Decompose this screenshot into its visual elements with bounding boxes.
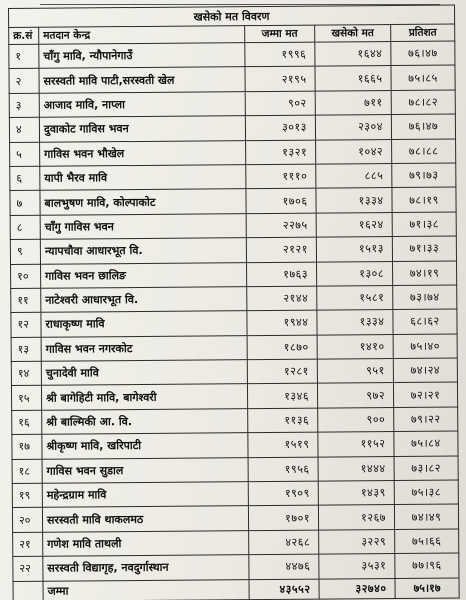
table-row [13, 553, 459, 581]
cell-votes-cast: ७११ [315, 90, 391, 115]
cell-votes-cast: ९७२ [317, 383, 393, 408]
cell-total-votes: २१९५ [245, 66, 315, 91]
cell-sn: १८ [12, 459, 42, 484]
cell-total-votes: १११० [246, 164, 316, 189]
cell-total-votes: ११३६ [248, 408, 318, 433]
cell-sn: १ [9, 44, 39, 69]
cell-percentage: ७४।४९ [394, 504, 458, 529]
cell-total-votes: १९४४ [247, 310, 317, 335]
cell-polling-center: चाँगु मावि, न्यौपानेगाउँ [39, 43, 245, 69]
cell-percentage: ७६।४७ [391, 114, 455, 139]
cell-polling-center: सरस्वती विद्यागृह, नवदुर्गास्थान [43, 555, 249, 581]
table-row [10, 236, 456, 264]
cell-polling-center: सरस्वती मावि पाटी,सरस्वती खेल [39, 67, 245, 93]
cell-percentage: ६८।६२ [393, 309, 457, 334]
cell-percentage: ७४।२४ [393, 358, 457, 383]
cell-sn: ८ [10, 215, 40, 240]
cell-sn: ५ [10, 142, 40, 167]
cell-votes-cast: १४३९ [318, 481, 394, 506]
cell-percentage: ७८।८२ [391, 90, 455, 115]
cell-percentage: ७४।१९ [392, 261, 456, 286]
table-row [11, 309, 457, 337]
column-header-total-votes: जम्मा मत [245, 25, 315, 43]
cell-percentage: ७२।२१ [393, 382, 457, 407]
cell-total-votes: १७०१ [248, 505, 318, 530]
cell-votes-cast: २३०४ [315, 115, 391, 140]
cell-percentage: ७९।२२ [394, 407, 458, 432]
cell-votes-cast: १४४४ [318, 456, 394, 481]
column-header-percentage: प्रतिशत [391, 24, 455, 42]
cell-polling-center: श्रीकृष्ण मावि, खरिपाटी [42, 433, 248, 459]
cell-total-votes: २१४४ [247, 286, 317, 311]
cell-sn: ७ [10, 191, 40, 216]
table-row [12, 431, 458, 459]
cell-percentage: ७१।३८ [392, 212, 456, 237]
cell-total-votes: ४२६८ [249, 530, 319, 555]
cell-polling-center: नाटेश्वरी आधारभूत वि. [41, 287, 247, 313]
cell-total-votes: १९९६ [245, 42, 315, 67]
cell-total-votes: १२८१ [247, 359, 317, 384]
cell-percentage: ७९।७३ [392, 163, 456, 188]
cell-votes-cast: १६४४ [315, 41, 391, 66]
table-row [10, 187, 456, 215]
total-sn-cell [13, 581, 43, 600]
cell-sn: १९ [12, 483, 42, 508]
cell-sn: २१ [13, 532, 43, 557]
table-row [10, 163, 456, 191]
cell-sn: १७ [12, 434, 42, 459]
cell-percentage: ७३।८२ [394, 456, 458, 481]
cell-percentage: ७६।४७ [391, 41, 455, 66]
cell-total-votes: १३४६ [247, 384, 317, 409]
total-label: जम्मा [43, 579, 249, 600]
table-row [9, 65, 455, 93]
cell-total-votes: १३२१ [246, 140, 316, 165]
column-header-polling-center: मतदान केन्द्र [39, 26, 245, 45]
table-row [12, 504, 458, 532]
cell-polling-center: गणेश मावि ताथली [43, 530, 249, 556]
cell-total-votes: १९५६ [248, 457, 318, 482]
cell-votes-cast: १६२४ [316, 212, 392, 237]
cell-total-votes: ३०१३ [245, 115, 315, 140]
cell-votes-cast: १४१० [317, 334, 393, 359]
table-row [9, 90, 455, 118]
cell-polling-center: गाविस भवन छालिङ [41, 262, 247, 288]
cell-polling-center: श्री बागेहिटी मावि, बागेश्वरी [41, 384, 247, 410]
cell-percentage: ७८।८८ [392, 139, 456, 164]
cell-sn: ११ [11, 288, 41, 313]
cell-polling-center: यापी भैरव मावि [40, 165, 246, 191]
table-title: खसेको मत विवरण [9, 5, 455, 28]
cell-percentage: ७७।९६ [395, 553, 459, 578]
cell-polling-center: न्यापचौवा आधारभूत वि. [40, 238, 246, 264]
table-row [12, 456, 458, 484]
table-row [10, 139, 456, 167]
overall-percentage: ७५।१७ [395, 578, 459, 599]
table-row [11, 261, 457, 289]
table-row [10, 212, 456, 240]
cell-votes-cast: १३३४ [316, 188, 392, 213]
cell-sn: ६ [10, 166, 40, 191]
total-row [13, 578, 459, 600]
cell-polling-center: महेन्द्रग्राम मावि [42, 482, 248, 508]
column-header-votes-cast: खसेको मत [315, 24, 391, 42]
cell-votes-cast: १६६५ [315, 66, 391, 91]
cell-total-votes: ४४७६ [249, 554, 319, 579]
cell-polling-center: गाविस भवन सुडाल [42, 457, 248, 483]
cell-percentage: ७५।६६ [395, 529, 459, 554]
cell-sn: १० [11, 264, 41, 289]
cell-votes-cast: १३३४ [317, 310, 393, 335]
cell-votes-cast: १५१३ [316, 237, 392, 262]
cell-sn: २० [12, 508, 42, 533]
cell-sn: १६ [12, 410, 42, 435]
cell-sn: १४ [11, 361, 41, 386]
cell-percentage: ७५।४० [393, 334, 457, 359]
table-row [11, 334, 457, 362]
cell-percentage: ७३।७४ [393, 285, 457, 310]
cell-polling-center: राधाकृष्ण मावि [41, 311, 247, 337]
cell-votes-cast: ८८५ [316, 163, 392, 188]
cell-polling-center: बालभुषण मावि, कोल्पाकोट [40, 189, 246, 215]
cell-sn: १५ [11, 386, 41, 411]
cell-total-votes: ९०२ [245, 91, 315, 116]
cell-votes-cast: ११५२ [318, 432, 394, 457]
cell-polling-center: गाविस भवन नगरकोट [41, 335, 247, 361]
cell-polling-center: दुवाकोट गाविस भवन [39, 116, 245, 142]
cell-polling-center: सरस्वती मावि थाकलमठ [42, 506, 248, 532]
cell-percentage: ७५।३८ [394, 480, 458, 505]
cell-sn: २ [9, 69, 39, 94]
vote-details-table [8, 4, 460, 600]
table-row [11, 358, 457, 386]
cell-sn: ३ [9, 93, 39, 118]
cell-polling-center: आजाद मावि, नाप्ला [39, 91, 245, 117]
table-row [11, 285, 457, 313]
cell-sn: १२ [11, 313, 41, 338]
cell-votes-cast: ३५३१ [319, 554, 395, 579]
column-header-sn: क्र.सं [9, 27, 39, 44]
table-row [9, 114, 455, 142]
cell-total-votes: १९०९ [248, 481, 318, 506]
cell-votes-cast: ९०० [318, 407, 394, 432]
table-row [11, 382, 457, 410]
cell-total-votes: १७०६ [246, 188, 316, 213]
cell-total-votes: २२७५ [246, 213, 316, 238]
cell-votes-cast: १२६७ [318, 505, 394, 530]
cell-total-votes: २१२१ [246, 237, 316, 262]
cell-polling-center: गाविस भवन भौखेल [40, 140, 246, 166]
cell-percentage: ७१।३३ [392, 236, 456, 261]
cell-votes-cast: १३०८ [317, 261, 393, 286]
cell-total-votes: १८७० [247, 335, 317, 360]
cell-votes-cast: १०४२ [316, 139, 392, 164]
cell-percentage: ७५।८५ [391, 65, 455, 90]
cell-votes-cast: ९५१ [317, 359, 393, 384]
cell-votes-cast: १५८१ [317, 285, 393, 310]
cell-polling-center: श्री बाल्मिकी आ. वि. [42, 408, 248, 434]
table-row [12, 480, 458, 508]
cell-sn: ९ [10, 239, 40, 264]
cell-sn: ४ [9, 117, 39, 142]
cell-percentage: ७५।८४ [394, 431, 458, 456]
cell-votes-cast: ३२२९ [319, 529, 395, 554]
cell-sn: २२ [13, 556, 43, 581]
table-row [13, 529, 459, 557]
table-row [9, 41, 455, 69]
cell-polling-center: चुनादेवी मावि [41, 360, 247, 386]
cell-sn: १३ [11, 337, 41, 362]
cell-percentage: ७८।१९ [392, 187, 456, 212]
table-row [12, 407, 458, 435]
cell-total-votes: १७६३ [247, 262, 317, 287]
votes-cast-sum: ३२७४० [319, 578, 395, 599]
cell-total-votes: १५१९ [248, 432, 318, 457]
cell-polling-center: चाँगु गाविस भवन [40, 213, 246, 239]
total-votes-sum: ४३५५२ [249, 579, 319, 600]
